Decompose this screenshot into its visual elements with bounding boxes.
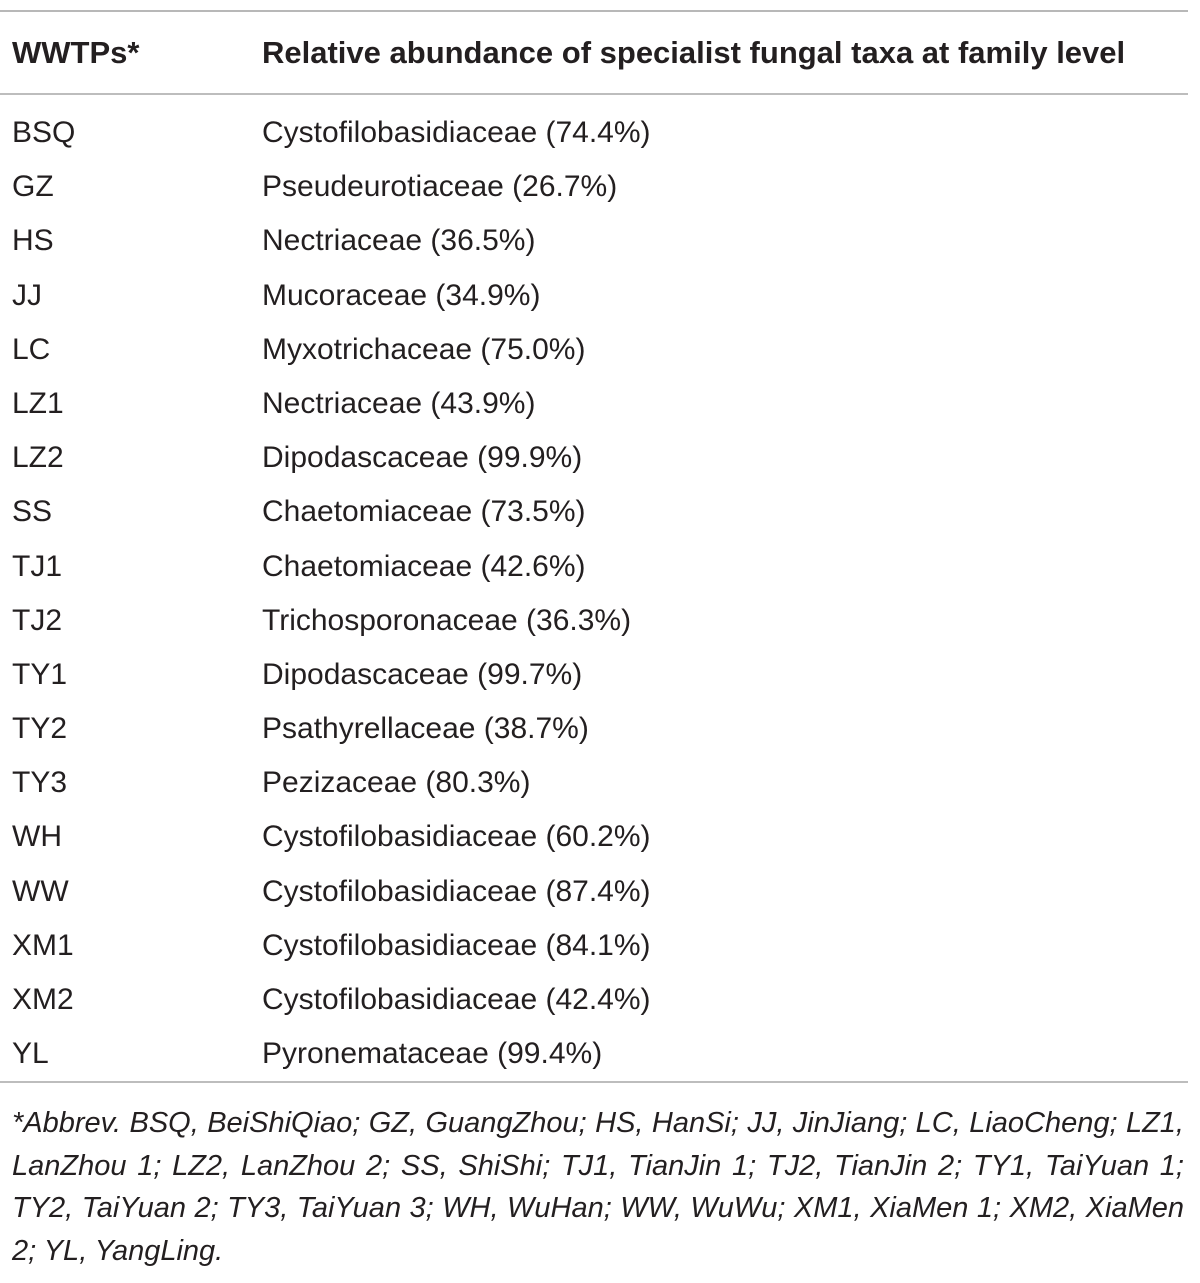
header-wwtps: WWTPs*: [12, 35, 140, 70]
wwtp-code: GZ: [12, 170, 54, 204]
table-row: [0, 865, 1200, 919]
fungal-family-abundance: Pseudeurotiaceae (26.7%): [262, 170, 618, 204]
fungal-family-abundance: Dipodascaceae (99.9%): [262, 441, 583, 475]
header-rule: [0, 93, 1188, 95]
fungal-family-abundance: Cystofilobasidiaceae (42.4%): [262, 983, 651, 1016]
fungal-family-abundance: Psathyrellaceae (38.7%): [262, 712, 589, 746]
bottom-rule: [0, 1081, 1188, 1083]
wwtp-code: TY2: [12, 712, 68, 746]
table-row: [0, 106, 1200, 160]
wwtp-code: XM1: [12, 928, 74, 962]
wwtp-code: JJ: [12, 278, 42, 312]
wwtp-code: XM2: [12, 983, 74, 1016]
table-row: [0, 323, 1200, 377]
wwtp-code: HS: [12, 224, 54, 258]
table-header: [0, 12, 1200, 93]
wwtp-code: WW: [12, 874, 69, 908]
fungal-family-abundance: Pyronemataceae (99.4%): [262, 1037, 603, 1071]
table-row: [0, 648, 1200, 702]
header-relative-abundance: Relative abundance of specialist fungal taxa at family level: [262, 35, 1126, 70]
fungal-family-abundance: Cystofilobasidiaceae (74.4%): [262, 116, 651, 149]
table-row: [0, 973, 1200, 1027]
fungal-family-abundance: Cystofilobasidiaceae (60.2%): [262, 820, 651, 854]
table-row: [0, 702, 1200, 756]
table-row: [0, 431, 1200, 485]
fungal-family-abundance: Cystofilobasidiaceae (87.4%): [262, 874, 651, 908]
fungal-family-abundance: Trichosporonaceae (36.3%): [262, 603, 632, 637]
table-body: [0, 106, 1200, 1081]
wwtp-code: BSQ: [12, 116, 76, 149]
fungal-family-abundance: Pezizaceae (80.3%): [262, 766, 531, 800]
table-row: [0, 377, 1200, 431]
fungal-family-abundance: Dipodascaceae (99.7%): [262, 657, 583, 691]
fungal-family-abundance: Chaetomiaceae (73.5%): [262, 495, 586, 529]
wwtp-code: YL: [12, 1037, 49, 1071]
table-row: [0, 919, 1200, 973]
wwtp-code: WH: [12, 820, 62, 854]
table-row: [0, 160, 1200, 214]
wwtp-code: TY1: [12, 657, 68, 691]
fungal-family-abundance: Myxotrichaceae (75.0%): [262, 332, 586, 366]
wwtp-code: LZ1: [12, 386, 64, 420]
fungal-family-abundance: Mucoraceae (34.9%): [262, 278, 541, 312]
table-row: [0, 810, 1200, 864]
wwtp-code: SS: [12, 495, 53, 529]
table-row: [0, 269, 1200, 323]
table-row: [0, 485, 1200, 539]
table-row: [0, 214, 1200, 268]
fungal-family-abundance: Nectriaceae (43.9%): [262, 386, 536, 420]
table-row: [0, 1027, 1200, 1081]
wwtp-code: TJ2: [12, 603, 63, 637]
wwtp-code: LC: [12, 332, 51, 366]
fungal-family-abundance: Chaetomiaceae (42.6%): [262, 549, 586, 583]
footnote: *Abbrev. BSQ, BeiShiQiao; GZ, GuangZhou; HS, HanSi; JJ, JinJiang; LC, LiaoCheng; LZ1, LanZhou 1; LZ2, LanZhou 2; SS, ShiShi; TJ1, TianJin 1; TJ2, TianJin 2; TY1, TaiYuan 1; TY2, TaiYuan 2; TY3, TaiYuan 3; WH, WuHan; WW, WuWu; XM1, XiaMen 1; XM2, XiaMen 2; YL, YangLing.: [12, 1107, 1184, 1267]
fungal-family-abundance: Nectriaceae (36.5%): [262, 224, 536, 258]
wwtp-code: TY3: [12, 766, 68, 800]
table-row: [0, 756, 1200, 810]
wwtp-code: TJ1: [12, 549, 63, 583]
wwtp-code: LZ2: [12, 441, 64, 475]
table-row: [0, 594, 1200, 648]
fungal-family-abundance: Cystofilobasidiaceae (84.1%): [262, 928, 651, 962]
table-row: [0, 540, 1200, 594]
